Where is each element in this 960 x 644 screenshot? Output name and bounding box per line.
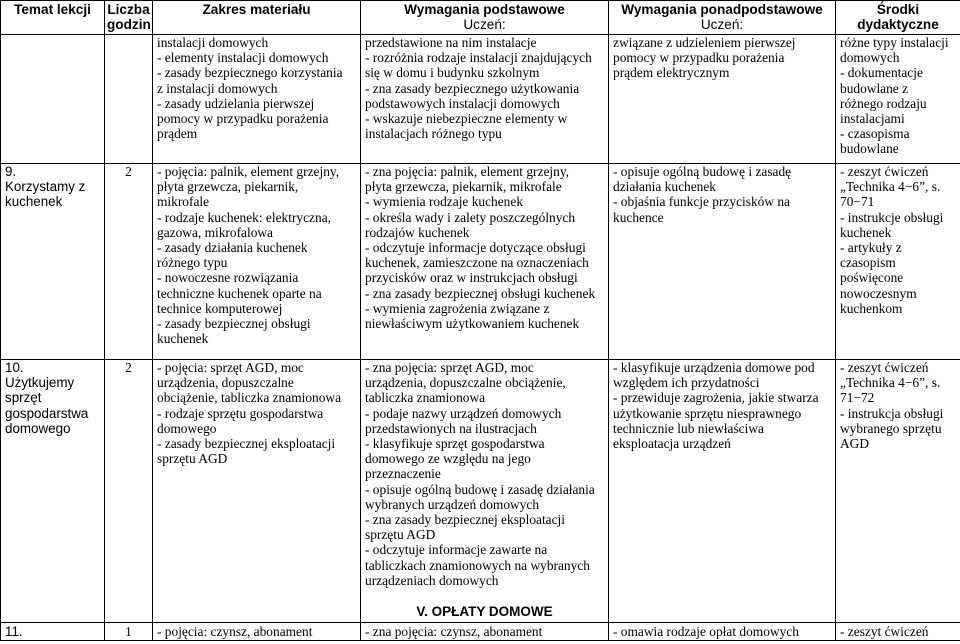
- header-didactic-means: Środki dydaktyczne: [836, 1, 960, 35]
- table-row: [1, 360, 960, 623]
- section-title: V. OPŁATY DOMOWE: [416, 604, 553, 620]
- header-scope: Zakres materiału: [153, 1, 361, 35]
- header-row: [1, 1, 960, 35]
- header-basic-title: Wymagania podstawowe: [404, 2, 565, 17]
- cell-basic: - zna pojęcia: czynsz, abonament: [361, 623, 609, 641]
- cell-hours: [105, 35, 153, 164]
- cell-means: różne typy instalacji domowych - dokumentacje budowlane z różnego rodzaju instalacjami - czasopisma budowlane: [836, 35, 960, 164]
- cell-topic: 10. Użytkujemy sprzęt gospodarstwa domowego: [1, 360, 105, 623]
- cell-topic: 9. Korzystamy z kuchenek: [1, 164, 105, 360]
- cell-extended: - omawia rodzaje opłat domowych: [609, 623, 836, 641]
- cell-hours: 1: [105, 623, 153, 641]
- cell-basic: - zna pojęcia: palnik, element grzejny, płyta grzewcza, piekarnik, mikrofale - wymienia rodzaje kuchenek - określa wady i zalety poszczególnych rodzajów kuchenek - odczytuje informacje dotyczące obsługi kuchenek, zamieszczone na oznaczeniach przycisków oraz w instrukcjach obsługi - zna zasady bezpiecznej obsługi kuchenek - wymienia zagrożenia związane z niewłaściwym użytkowaniem kuchenek: [361, 164, 609, 360]
- table-row: [1, 164, 960, 360]
- cell-means: - zeszyt ćwiczeń „Technika 4−6”, s. 71−72 - instrukcja obsługi wybranego sprzętu AGD: [836, 360, 960, 623]
- cell-scope: - pojęcia: sprzęt AGD, moc urządzenia, dopuszczalne obciążenie, tabliczka znamionowa - rodzaje sprzętu gospodarstwa domowego - zasady bezpiecznej eksploatacji sprzętu AGD: [153, 360, 361, 623]
- cell-hours: 2: [105, 360, 153, 623]
- cell-extended: związane z udzieleniem pierwszej pomocy w przypadku porażenia prądem elektrycznym: [609, 35, 836, 164]
- cell-scope: - pojęcia: czynsz, abonament: [153, 623, 361, 641]
- cell-means: - zeszyt ćwiczeń „Technika 4−6”, s. 70−71 - instrukcje obsługi kuchenek - artykuły z czasopism poświęcone nowoczesnym kuchenkom: [836, 164, 960, 360]
- cell-means: - zeszyt ćwiczeń: [836, 623, 960, 641]
- header-basic-requirements: [361, 1, 609, 35]
- header-extended-requirements: [609, 1, 836, 35]
- cell-basic: przedstawione na nim instalacje - rozróżnia rodzaje instalacji znajdujących się w domu i budynku szkolnym - zna zasady bezpiecznego użytkowania podstawowych instalacji domowych - wskazuje niebezpieczne elementy w instalacjach różnego typu: [361, 35, 609, 164]
- header-basic-sub: Uczeń:: [463, 17, 506, 32]
- cell-basic: - zna pojęcia: sprzęt AGD, moc urządzenia, dopuszczalne obciążenie, tabliczka znamionowa - podaje nazwy urządzeń domowych przedstawionych na ilustracjach - klasyfikuje sprzęt gospodarstwa domowego ze względu na jego przeznaczenie - opisuje ogólną budowę i zasadę działania wybranych urządzeń domowych - zna zasady bezpiecznej eksploatacji sprzętu AGD - odczytuje informacje zawarte na tabliczkach znamionowych na wybranych urządzeniach domowych V. OPŁATY DOMOWE: [361, 360, 609, 623]
- header-extended-title: Wymagania ponadpodstawowe: [621, 2, 823, 17]
- cell-hours: 2: [105, 164, 153, 360]
- header-hours: Liczba godzin: [105, 1, 153, 35]
- cell-extended: - klasyfikuje urządzenia domowe pod względem ich przydatności - przewiduje zagrożenia, jakie stwarza użytkowanie sprzętu niesprawnego technicznie lub niewłaściwa eksploatacja urządzeń: [609, 360, 836, 623]
- cell-extended: - opisuje ogólną budowę i zasadę działania kuchenek - objaśnia funkcje przycisków na kuchence: [609, 164, 836, 360]
- table-row: [1, 35, 960, 164]
- cell-topic: [1, 35, 105, 164]
- cell-scope: - pojęcia: palnik, element grzejny, płyta grzewcza, piekarnik, mikrofale - rodzaje kuchenek: elektryczna, gazowa, mikrofalowa - zasady działania kuchenek różnego typu - nowoczesne rozwiązania techniczne kuchenek oparte na technice komputerowej - zasady bezpiecznej obsługi kuchenek: [153, 164, 361, 360]
- cell-topic: 11.: [1, 623, 105, 641]
- header-lesson-topic: Temat lekcji: [1, 1, 105, 35]
- header-extended-sub: Uczeń:: [700, 17, 744, 32]
- cell-scope: instalacji domowych - elementy instalacji domowych - zasady bezpiecznego korzystania z instalacji domowych - zasady udzielania pierwszej pomocy w przypadku porażenia prądem: [153, 35, 361, 164]
- table-row: [1, 623, 960, 641]
